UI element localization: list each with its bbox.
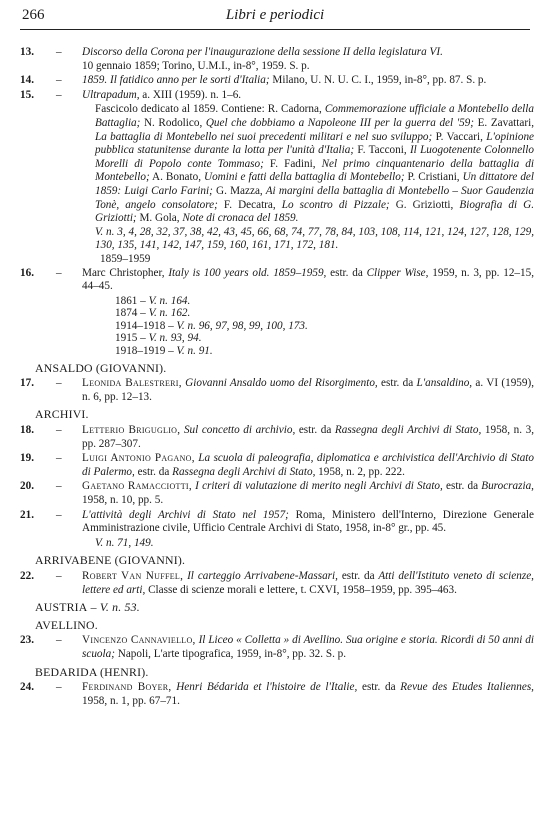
entry-title: 1859. Il fatidico anno per le sorti d'Italia; [82,74,270,87]
entry-imprint: a. VI (1959), n. 6, pp. 12–13. [82,377,534,403]
entry-source: Rassegna degli Archivi di Stato, [169,465,316,478]
entry-24 [20,681,534,708]
entry-source: L'ansaldino, [413,377,473,390]
entry-dash: – [56,480,62,493]
entry-15 [20,89,534,103]
entry-source-prefix: estr. da [326,266,363,279]
entry-source: Clipper Wise, [362,266,429,279]
contents-title: Ai margini della battaglia di Montebello – Suor Gaudenzia Tonè, angelo consolatore; [95,184,535,211]
contents-title: Note di cronaca del 1859. [179,212,299,225]
entry-number: 24. [20,681,34,694]
bibliography-list [20,46,534,709]
entry-imprint: a. XIII (1959). n. 1–6. [139,88,242,101]
entry-number: 20. [20,480,34,493]
entry-author: Gaetano Ramacciotti, [82,480,192,493]
entry-15-crossref: V. n. 3, 4, 28, 32, 37, 38, 42, 43, 45, 66, 68, 74, 77, 78, 84, 103, 108, 114, 121, 124, 127, 128, 129, 130, 135, 141, 142, 147, 159, 160, 161, 171, 172, 181. [95,225,534,252]
section-crossref: – V. n. 53. [87,600,140,615]
entry-16 [20,267,534,294]
section-heading-bedarida: BEDARIDA (HENRI). [35,664,149,679]
entry-text [82,509,534,536]
year-label: 1914–1918 [115,319,166,332]
section-heading-archivi: ARCHIVI. [35,407,89,422]
year-separator: – [165,319,177,332]
entry-author: Luigi Antonio Pagano, [82,452,195,465]
contents-author: P. Cristiani, [404,171,460,184]
entry-author: Marc Christopher, [82,266,165,279]
contents-title: Commemorazione ufficiale a Montebello della Battaglia; [95,103,534,129]
year-separator: – [137,332,149,345]
entry-text [82,424,534,451]
year-crossref-row [20,307,534,320]
entry-20 [20,480,534,507]
entry-number: 23. [20,634,34,647]
entry-dash: – [56,569,62,582]
entry-number: 16. [20,266,34,279]
entry-imprint: 1958, n. 3, pp. 287–307. [82,424,534,450]
entry-text [82,570,534,597]
section-heading-ansaldo: ANSALDO (GIOVANNI). [35,360,167,375]
entry-source: Rassegna degli Archivi di Stato, [331,424,482,437]
year-label: 1874 [115,307,138,320]
entry-dash: – [56,424,62,437]
year-crossref: V. n. 93, 94. [148,332,202,345]
contents-title: Un dittatore del 1859: Luigi Carlo Farini; [95,171,534,197]
contents-title: Lo scontro di Pizzale; [275,198,390,211]
entry-source-prefix: estr. da [134,465,170,478]
year-separator: – [137,307,149,320]
entry-source: Revue des Etudes Italiennes, [395,681,534,694]
entry-source-prefix: estr. da [377,377,414,390]
contents-author: G. Mazza, [212,184,263,197]
contents-title: Nel primo cinquantenario della battaglia di Montebello; [95,157,534,184]
year-crossref-row [20,320,534,333]
entry-number: 17. [20,377,34,390]
entry-dash: – [56,74,62,87]
section-heading-avellino: AVELLINO. [35,617,98,632]
entry-text [82,46,534,73]
contents-author: F. Decatra, [217,198,276,211]
contents-title: Quel che dobbiamo a Napoleone III per la guerra del '59; [202,116,475,129]
entry-23 [20,634,534,661]
entry-number: 18. [20,424,34,437]
year-crossref: V. n. 162. [148,307,191,320]
contents-author: F. Tacconi, [354,144,407,157]
entry-dash: – [56,377,62,390]
year-range-heading: 1859–1959 [100,252,151,265]
entry-number: 13. [20,46,34,58]
year-label: 1861 [115,294,138,307]
entry-number: 22. [20,569,34,582]
entry-dash: – [56,88,62,101]
contents-author: F. Fadini, [263,157,316,170]
entry-15-contents [20,103,534,225]
entry-18 [20,424,534,451]
entry-dash: – [56,46,62,58]
contents-title: Biografia di G. Griziotti; [95,198,534,225]
entry-text [82,480,534,507]
entry-title: Italy is 100 years old. 1859–1959, [164,266,327,279]
entry-imprint: 1959, n. 3, pp. 12–15, 44–45. [82,266,534,293]
contents-title: Uomini e fatti della battaglia di Montebello; [201,171,405,184]
page-number: 266 [22,7,45,23]
entry-title: Discorso della Corona per l'inaugurazione della sessione II della legislatura VI. [82,46,443,58]
entry-author: Letterio Briguglio, [82,424,181,437]
entry-author: Vincenzo Cannaviello, [82,634,196,647]
entry-source: Burocrazia, [478,480,534,493]
entry-source-prefix: estr. da [357,681,396,694]
section-heading-text: AUSTRIA [35,600,88,615]
entry-dash: – [56,508,62,521]
contents-author: G. Griziotti, [389,198,454,211]
year-separator: – [137,294,149,307]
entry-title: Giovanni Ansaldo uomo del Risorgimento, [181,377,378,390]
entry-title: La scuola di paleografia, diplomatica e archivistica dell'Archivio di Stato di Palermo, [82,452,534,478]
year-crossref-row [20,332,534,345]
entry-imprint: Milano, U. N. U. C. I., 1959, in-8°, pp. 87. S. p. [269,74,487,87]
entry-text [82,89,534,103]
entry-title: Il carteggio Arrivabene-Massari, [183,569,338,582]
entry-title: Henri Bédarida et l'histoire de l'Italie, [171,681,358,694]
contents-author: E. Zavattari, [474,116,534,129]
entry-17 [20,377,534,404]
entry-21 [20,509,534,536]
contents-author: P. Vaccari, [432,130,483,143]
entry-title: Il Liceo « Colletta » di Avellino. Sua origine e storia. Ricordi di 50 anni di scuola; [82,634,534,660]
entry-number: 21. [20,508,34,521]
contents-author: A. Bonato, [149,171,202,184]
year-crossref-list [20,295,534,358]
entry-imprint: 1958, n. 1, pp. 67–71. [82,694,180,707]
entry-19 [20,452,534,479]
section-heading-austria [20,601,534,615]
contents-author: N. Rodolico, [140,116,203,129]
entry-text [82,267,534,294]
entry-dash: – [56,452,62,465]
year-crossref: V. n. 164. [148,294,191,307]
year-crossref: V. n. 91. [176,345,213,358]
year-separator: – [165,345,177,358]
entry-imprint: 1958, n. 10, pp. 5. [82,494,164,506]
entry-imprint: Classe di scienze morali e lettere, t. CXVI, 1958–1959, pp. 395–463. [145,583,457,596]
entry-dash: – [56,681,62,694]
page-header [20,5,530,30]
entry-22 [20,570,534,597]
entry-number: 14. [20,74,34,87]
entry-author: Leonida Balestreri, [82,377,182,390]
year-label: 1918–1919 [115,345,166,358]
entry-source: Atti dell'Istituto veneto di scienze, lettere ed arti, [82,569,534,596]
entry-imprint: Roma, Ministero dell'Interno, Direzione Generale Amministrazione civile, Ufficio Centrale Archivi di Stato, 1958, in-8° gr., pp. 45. [82,508,534,535]
entry-author: Ferdinand Boyer, [82,681,172,694]
entry-author: Robert Van Nuffel, [82,569,184,582]
year-crossref-row [20,345,534,358]
section-heading-arrivabene: ARRIVABENE (GIOVANNI). [35,553,186,568]
entry-imprint: 10 gennaio 1859; Torino, U.M.I., in-8°, 1959. S. p. [82,59,310,72]
entry-text [82,452,534,479]
contents-author: M. Gola, [136,212,180,225]
entry-imprint: 1958, n. 2, pp. 222. [315,465,405,478]
entry-dash: – [56,634,62,647]
contents-title: L'opinione pubblica statunitense durante la lotta per l'unità d'Italia; [95,130,535,157]
entry-dash: – [56,266,62,279]
entry-title: Sul concetto di archivio, [180,424,296,437]
entry-number: 19. [20,452,34,465]
entry-text [82,681,534,708]
entry-title: I criteri di valutazione di merito negli Archivi di Stato, [191,480,443,493]
year-crossref-row [20,295,534,308]
entry-source-prefix: estr. da [337,569,375,582]
entry-14 [20,74,534,88]
entry-source-prefix: estr. da [442,480,479,493]
year-crossref: V. n. 96, 97, 98, 99, 100, 173. [176,319,308,332]
entry-title: L'attività degli Archivi di Stato nel 1957; [82,508,289,521]
entry-title: Ultrapadum, [82,88,140,101]
entry-number: 15. [20,88,34,101]
entry-text [82,634,534,661]
entry-source-prefix: estr. da [295,424,332,437]
entry-13 [20,46,534,73]
entry-imprint: Napoli, L'arte tipografica, 1959, in-8°, pp. 32. S. p. [114,647,347,660]
entry-text [82,74,534,88]
contents-title: Il Luogotenente Colonnello Morelli di Popolo conte Tommaso; [95,144,534,170]
contents-text: Fascicolo dedicato al 1859. Contiene: R. Cadorna, [95,103,322,116]
entry-21-crossref: V. n. 71, 149. [95,536,154,549]
entry-text [82,377,534,404]
year-label: 1915 [115,332,138,345]
running-title: Libri e periodici [225,7,325,23]
contents-title: La battaglia di Montebello nei suoi precedenti militari e nel suo sviluppo; [95,130,433,143]
